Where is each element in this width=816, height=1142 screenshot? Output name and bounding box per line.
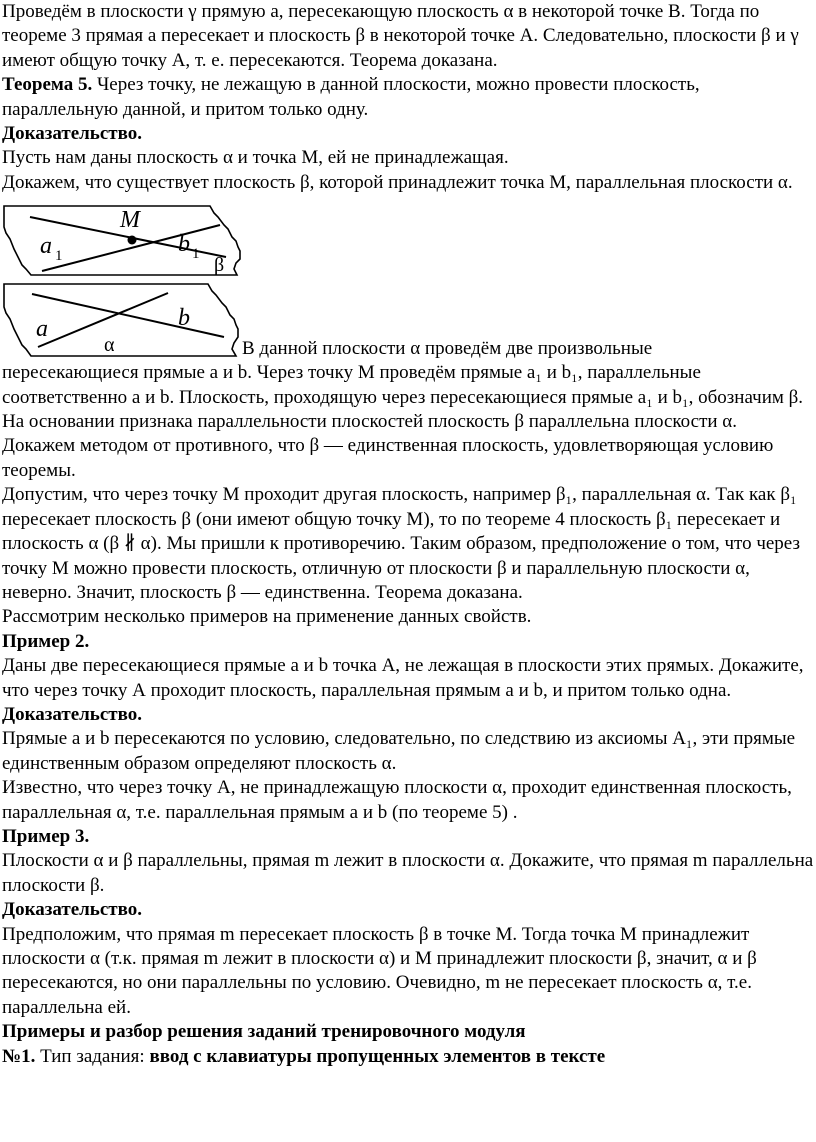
example-3-title: Пример 3. [2, 825, 90, 847]
theorem-5-title: Теорема 5. [2, 74, 93, 96]
theorem-5 [2, 73, 814, 122]
line-b [32, 294, 224, 337]
figure-plane-beta [2, 203, 242, 279]
label-a1: a [40, 233, 52, 260]
paragraph-intro: Проведём в плоскости γ прямую a, пересекающую плоскость α в некоторой точке B. Тогда по теореме 3 прямая a пересекает и плоскость β в некоторой точке A. Следовательно, плоскости β и γ имеют общую точку A, т. е. пересекаются. Теорема доказана. [2, 1, 799, 71]
plane-beta-drawing [2, 203, 242, 279]
task-number: №1. [2, 1045, 36, 1067]
proof-2-line-1: Прямые a и b пересекаются по условию, следовательно, по следствию из аксиомы А₁, эти прямые единственным образом определяют плоскость α. [2, 728, 796, 774]
proof-1-title: Доказательство. [2, 123, 142, 145]
label-alpha: α [104, 334, 115, 357]
proof-3-title: Доказательство. [2, 899, 142, 921]
label-b1: b [178, 231, 190, 258]
proof-2-title: Доказательство. [2, 703, 142, 725]
label-beta: β [214, 254, 225, 277]
label-b: b [178, 305, 190, 332]
proof-2-line-2: Известно, что через точку А, не принадлежащую плоскости α, проходит единственная плоскость, параллельная α, т.е. параллельная прямым a и b (по теореме 5) . [2, 777, 792, 823]
paragraph-assume: Допустим, что через точку M проходит другая плоскость, например β₁, параллельная α. Так как β₁ пересекает плоскость β (они имеют общую точку M), то по теореме 4 плоскость β₁ пересекает и плоскость α (β ∦ α). Мы пришли к противоречию. Таким образом, предположение о том, что через точку M можно провести плоскость, отличную от плоскости β и параллельную плоскости α, неверно. Значит, плоскость β — единственна. Теорема доказана. [2, 484, 800, 603]
example-3-text: Плоскости α и β параллельны, прямая m лежит в плоскости α. Докажите, что прямая m параллельна плоскости β. [2, 850, 814, 896]
paragraph-after-figure-start: В данной плоскости α проведём две произвольные [242, 337, 653, 359]
figure-plane-alpha [2, 281, 242, 359]
label-M: M [120, 207, 140, 234]
proof-1-line-2: Докажем, что существует плоскость β, которой принадлежит точка М, параллельная плоскости α. [2, 171, 793, 193]
paragraph-contradiction: Докажем методом от противного, что β — единственная плоскость, удовлетворяющая условию теоремы. [2, 435, 774, 481]
section-title: Примеры и разбор решения заданий тренировочного модуля [2, 1021, 526, 1043]
theorem-5-text: Через точку, не лежащую в данной плоскости, можно провести плоскость, параллельную данной, и притом только одну. [2, 74, 700, 120]
example-2-text: Даны две пересекающиеся прямые a и b точка А, не лежащая в плоскости этих прямых. Докажите, что через точку А проходит плоскость, параллельная прямым a и b, и притом только одна. [2, 655, 804, 701]
label-a: a [36, 316, 48, 343]
label-b1-sub: 1 [192, 246, 200, 263]
task-type: ввод с клавиатуры пропущенных элементов в тексте [149, 1045, 606, 1067]
task-label: Тип задания: [35, 1045, 150, 1067]
task-1 [2, 1045, 814, 1069]
figure-alpha-row [2, 281, 814, 361]
point-M [128, 236, 137, 245]
proof-1-line-1: Пусть нам даны плоскость α и точка М, ей не принадлежащая. [2, 147, 509, 169]
paragraph-after-figure: пересекающиеся прямые a и b. Через точку M проведём прямые a₁ и b₁, параллельные соответственно a и b. Плоскость, проходящую через пересекающиеся прямые a₁ и b₁, обозначим β. На основании признака параллельности плоскостей плоскость β параллельна плоскости α. [2, 362, 804, 433]
proof-3-text: Предположим, что прямая m пересекает плоскость β в точке М. Тогда точка М принадлежит плоскости α (т.к. прямая m лежит в плоскости α) и М принадлежит плоскости β, значит, α и β пересекаются, но они параллельны по условию. Очевидно, m не пересекает плоскость α, т.е. параллельна ей. [2, 923, 757, 1018]
plane-alpha-drawing [2, 281, 242, 359]
paragraph-examples: Рассмотрим несколько примеров на применение данных свойств. [2, 606, 532, 628]
label-a1-sub: 1 [55, 248, 63, 265]
example-2-title: Пример 2. [2, 630, 90, 652]
